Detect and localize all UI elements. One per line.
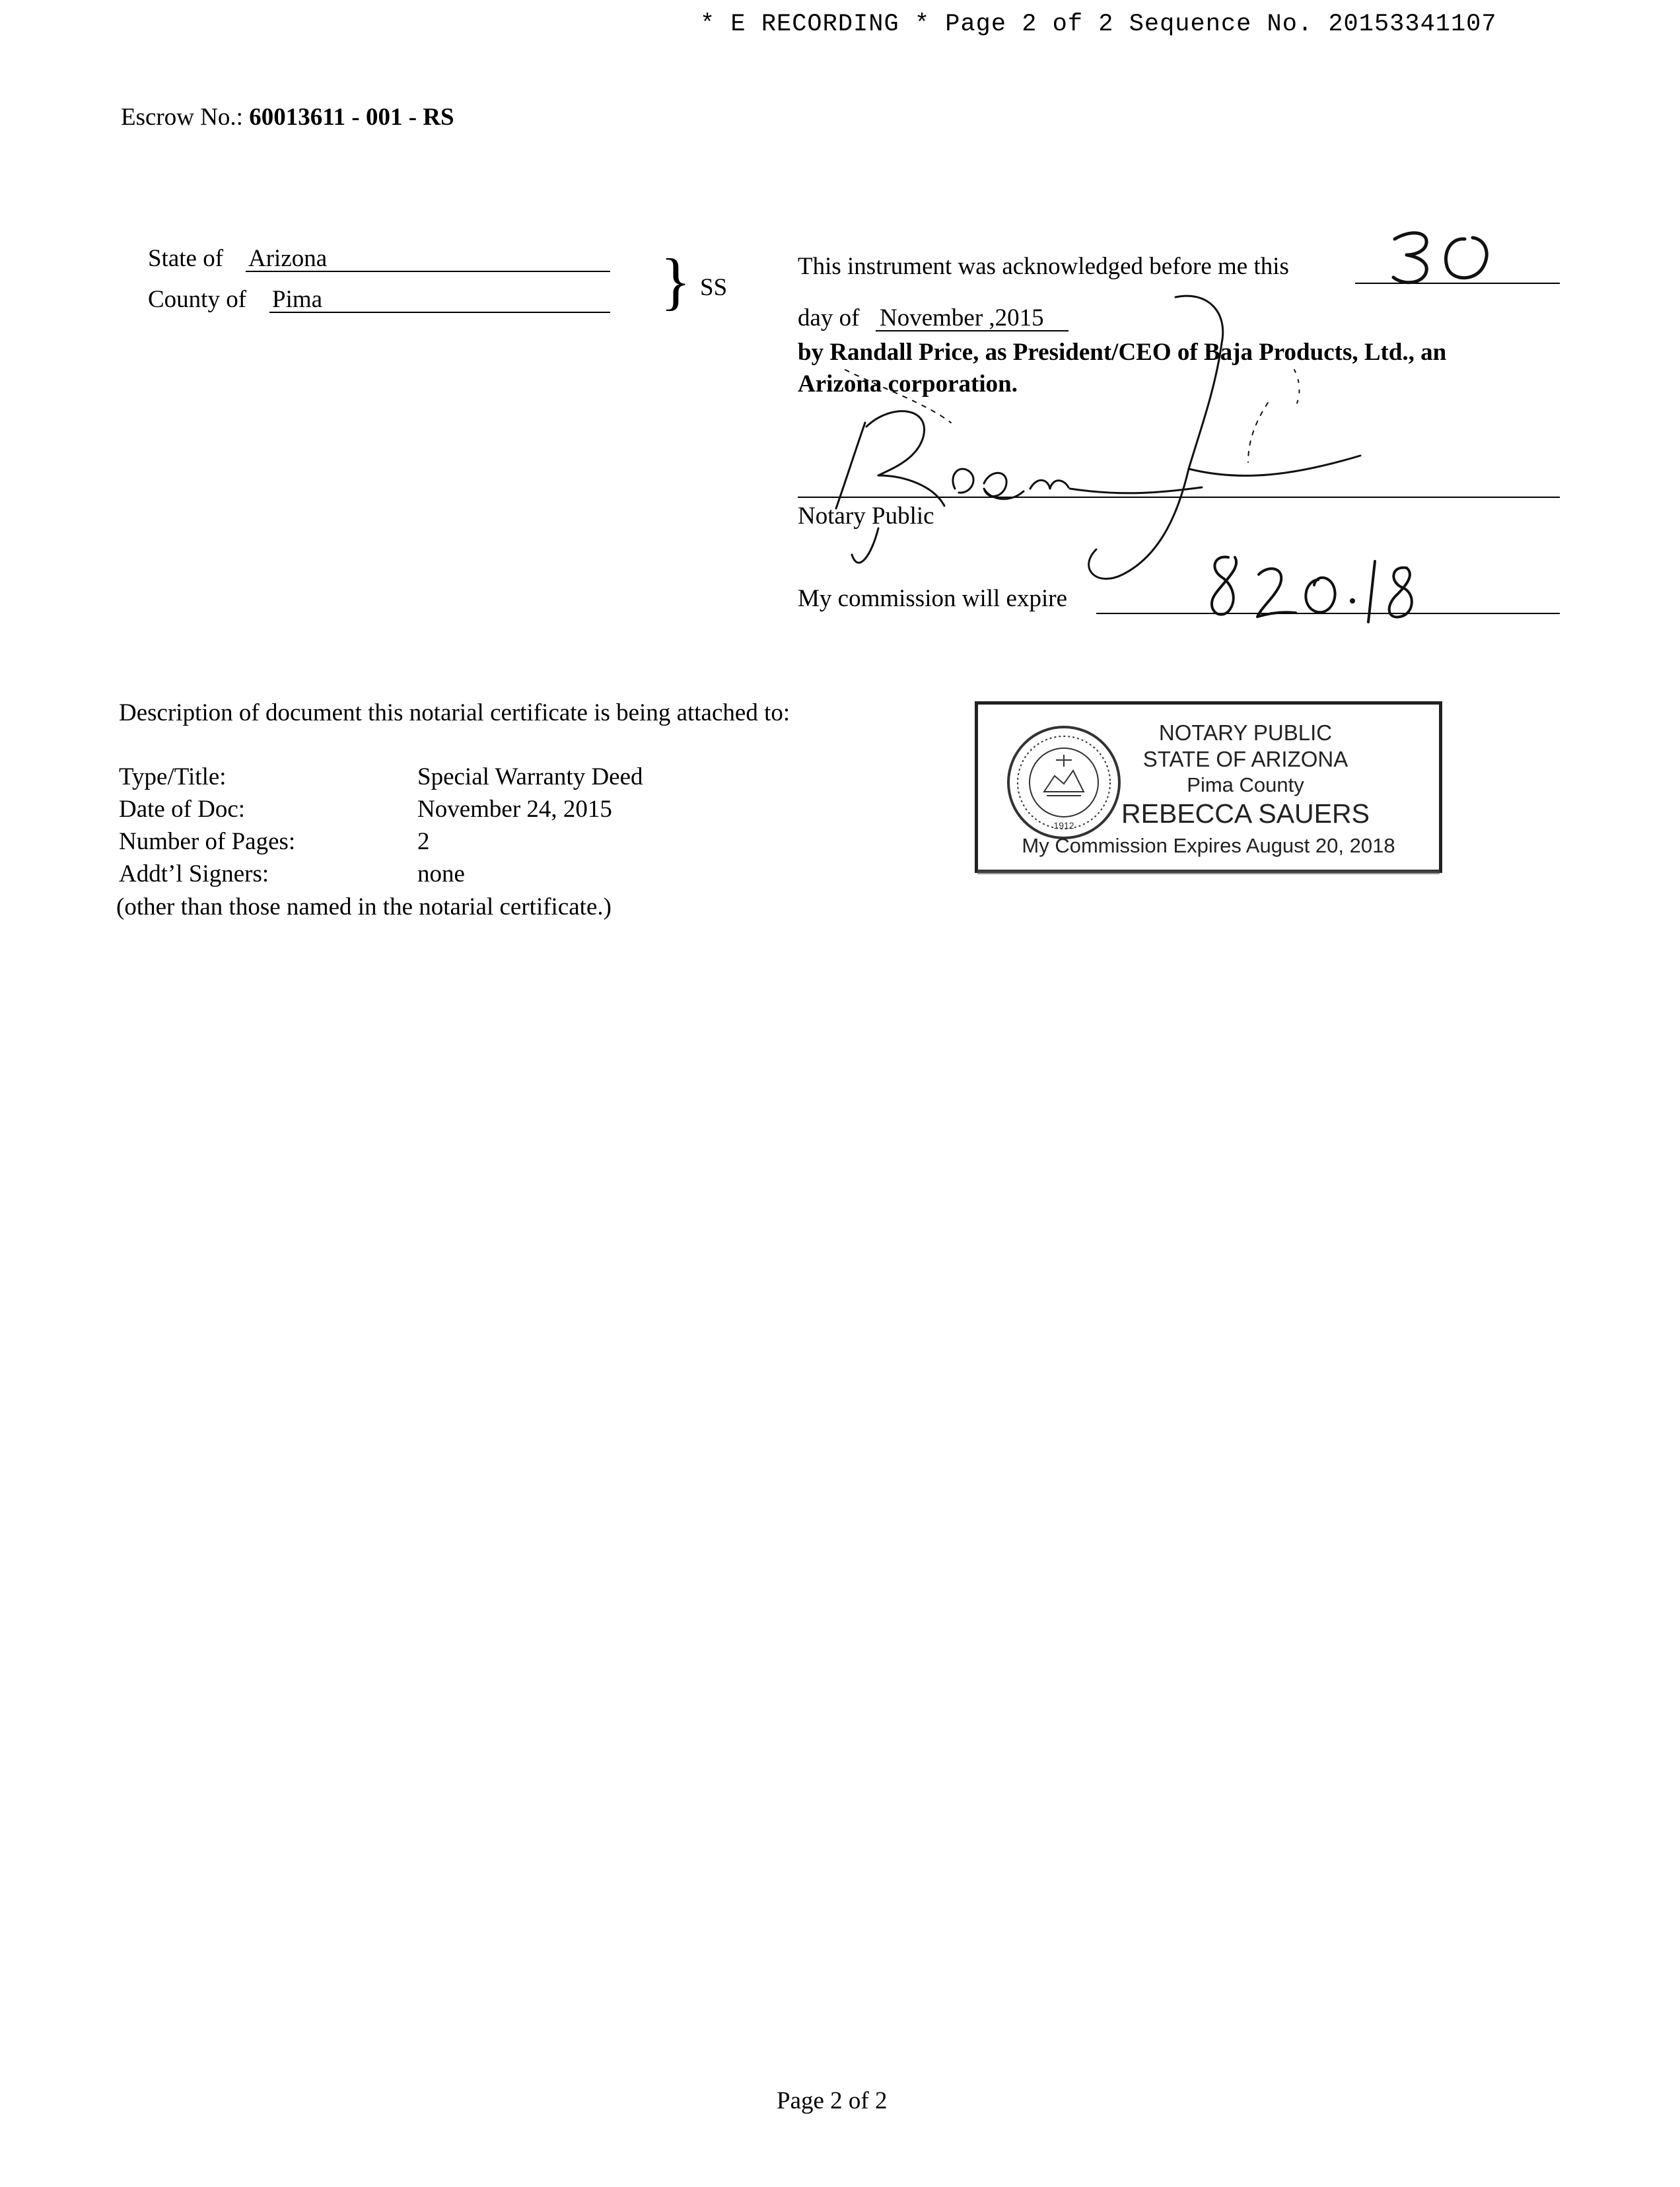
escrow-line	[121, 103, 454, 131]
row-value-pages: 2	[417, 828, 430, 855]
row-value-type: Special Warranty Deed	[417, 763, 643, 790]
row-value-signers: none	[417, 860, 465, 887]
notary-stamp	[975, 701, 1442, 873]
row-value-date: November 24, 2015	[417, 796, 612, 823]
row-label-pages: Number of Pages:	[119, 828, 296, 855]
county-label: County of	[148, 286, 247, 313]
row-label-signers: Addt’l Signers:	[119, 860, 269, 887]
state-label: State of	[148, 245, 224, 272]
description-note: (other than those named in the notarial certificate.)	[116, 893, 612, 920]
state-value: Arizona	[248, 245, 328, 272]
state-underline	[246, 271, 610, 272]
county-underline	[269, 312, 610, 313]
row-label-type: Type/Title:	[119, 763, 227, 790]
notary-signature	[792, 291, 1413, 608]
notary-label: Notary Public	[798, 503, 934, 530]
ss-label: SS	[700, 274, 728, 301]
day-of-label: day of	[798, 304, 860, 331]
stamp-line-3: Pima County	[1187, 773, 1304, 796]
by-line-2: Arizona corporation.	[798, 370, 1018, 398]
stamp-line-5: My Commission Expires August 20, 2018	[1022, 834, 1395, 857]
by-line: by Randall Price, as President/CEO of Baja Products, Ltd., an	[798, 339, 1447, 366]
venue-brace: }	[660, 246, 691, 316]
escrow-number: 60013611 - 001 - RS	[249, 104, 454, 131]
commission-label: My commission will expire	[798, 585, 1067, 612]
escrow-label: Escrow No.:	[121, 104, 243, 131]
description-heading: Description of document this notarial certificate is being attached to:	[119, 699, 790, 726]
handwritten-day	[1387, 225, 1519, 291]
stamp-line-4: REBECCA SAUERS	[1121, 798, 1370, 829]
page-number: Page 2 of 2	[777, 2087, 888, 2114]
stamp-bottom-smudge	[977, 870, 1440, 874]
county-value: Pima	[272, 286, 323, 313]
ack-intro: This instrument was acknowledged before me this	[798, 253, 1289, 280]
stamp-line-1: NOTARY PUBLIC	[1158, 720, 1333, 745]
recording-header: * E RECORDING * Page 2 of 2 Sequence No. 20153341107	[700, 11, 1497, 38]
seal-year: 1912	[1053, 820, 1074, 831]
month-year: November ,2015	[880, 304, 1044, 331]
stamp-line-2: STATE OF ARIZONA	[1142, 747, 1348, 771]
row-label-date: Date of Doc:	[119, 796, 246, 823]
